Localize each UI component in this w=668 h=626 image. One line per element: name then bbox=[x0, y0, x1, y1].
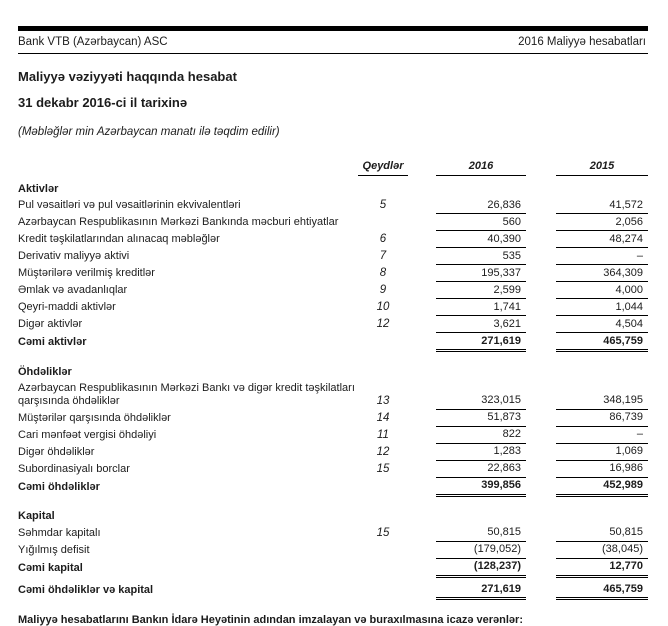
row-gap bbox=[526, 316, 556, 333]
row-gap bbox=[408, 333, 436, 351]
table-row bbox=[18, 316, 648, 333]
row-gap bbox=[526, 503, 556, 525]
row-gap bbox=[408, 282, 436, 299]
row-gap bbox=[526, 299, 556, 316]
row-label: Kredit təşkilatlarından alınacaq məbləğlər bbox=[18, 233, 220, 245]
row-value-2015 bbox=[556, 503, 648, 525]
row-value-2016: 271,619 bbox=[436, 333, 526, 351]
row-gap bbox=[408, 426, 436, 443]
row-value-2016: 535 bbox=[436, 248, 526, 265]
row-label: Səhmdar kapitalı bbox=[18, 526, 101, 539]
row-note: 5 bbox=[379, 199, 387, 211]
row-value-2016 bbox=[436, 503, 526, 525]
row-label: Subordinasiyalı borclar bbox=[18, 462, 130, 475]
table-row bbox=[18, 426, 648, 443]
row-gap bbox=[526, 541, 556, 558]
row-gap bbox=[526, 214, 556, 231]
row-gap bbox=[526, 443, 556, 460]
page-title: Maliyyə vəziyyəti haqqında hesabat bbox=[18, 69, 237, 84]
row-value-2016: 323,015 bbox=[436, 380, 526, 409]
row-gap bbox=[408, 409, 436, 426]
financial-table bbox=[18, 158, 648, 600]
row-value-2015: 50,815 bbox=[556, 525, 648, 542]
table-row bbox=[18, 265, 648, 282]
row-value-2016: 399,856 bbox=[436, 477, 526, 495]
row-note: 9 bbox=[379, 284, 387, 296]
bank-name: Bank VTB (Azərbaycan) ASC bbox=[18, 36, 168, 48]
row-value-2016: 22,863 bbox=[436, 460, 526, 477]
row-gap bbox=[408, 176, 436, 198]
table-row bbox=[18, 495, 648, 503]
row-value-2015: 2,056 bbox=[556, 214, 648, 231]
row-note bbox=[358, 503, 408, 525]
row-gap bbox=[408, 558, 436, 576]
table-row bbox=[18, 176, 648, 198]
row-label: Pul vəsaitləri və pul vəsaitlərinin ekvivalentləri bbox=[18, 199, 241, 211]
row-gap bbox=[526, 197, 556, 214]
table-row bbox=[18, 380, 648, 409]
row-value-2015: 48,274 bbox=[556, 231, 648, 248]
row-note bbox=[358, 477, 408, 495]
row-note: 14 bbox=[376, 411, 390, 424]
row-label: Digər aktivlər bbox=[18, 318, 83, 330]
table-header-row bbox=[18, 158, 648, 176]
row-value-2016: 822 bbox=[436, 426, 526, 443]
header-year-2015: 2015 bbox=[556, 158, 648, 176]
row-gap bbox=[526, 333, 556, 351]
row-value-2015: 4,504 bbox=[556, 316, 648, 333]
table-row bbox=[18, 351, 648, 359]
row-gap bbox=[526, 248, 556, 265]
row-label: Aktivlər bbox=[18, 182, 59, 195]
row-value-2015: 1,069 bbox=[556, 443, 648, 460]
row-value-2015: 364,309 bbox=[556, 265, 648, 282]
table-row bbox=[18, 558, 648, 576]
row-gap bbox=[408, 477, 436, 495]
row-note: 12 bbox=[376, 445, 390, 458]
row-gap bbox=[408, 214, 436, 231]
row-value-2015: 452,989 bbox=[556, 477, 648, 495]
table-row bbox=[18, 299, 648, 316]
row-gap bbox=[526, 460, 556, 477]
row-value-2015: – bbox=[556, 248, 648, 265]
row-note bbox=[358, 558, 408, 576]
row-gap bbox=[408, 299, 436, 316]
row-gap bbox=[408, 248, 436, 265]
row-value-2016: (128,237) bbox=[436, 558, 526, 576]
row-gap bbox=[526, 265, 556, 282]
row-gap bbox=[526, 380, 556, 409]
row-note: 6 bbox=[379, 233, 387, 245]
document-header bbox=[18, 31, 648, 54]
row-label: Cari mənfəət vergisi öhdəliyi bbox=[18, 428, 157, 441]
row-note: 10 bbox=[376, 301, 390, 313]
row-note: 13 bbox=[376, 394, 390, 407]
row-gap bbox=[408, 541, 436, 558]
row-gap bbox=[408, 503, 436, 525]
row-gap bbox=[408, 265, 436, 282]
row-note: 7 bbox=[379, 250, 387, 262]
table-row bbox=[18, 503, 648, 525]
currency-note: (Məbləğlər min Azərbaycan manatı ilə təqdim edilir) bbox=[18, 126, 280, 138]
row-label: Azərbaycan Respublikasının Mərkəzi Bankında məcburi ehtiyatlar bbox=[18, 216, 339, 228]
row-value-2015: 4,000 bbox=[556, 282, 648, 299]
row-gap bbox=[526, 581, 556, 599]
row-gap bbox=[526, 426, 556, 443]
row-value-2015: 465,759 bbox=[556, 333, 648, 351]
row-gap bbox=[526, 282, 556, 299]
row-label: Kapital bbox=[18, 510, 55, 522]
row-note bbox=[358, 541, 408, 558]
table-row bbox=[18, 525, 648, 542]
row-gap bbox=[408, 231, 436, 248]
row-value-2015 bbox=[556, 176, 648, 198]
spacer-cell bbox=[18, 351, 648, 359]
row-label: Cəmi öhdəliklər bbox=[18, 480, 100, 493]
row-gap bbox=[408, 197, 436, 214]
header-gap bbox=[526, 158, 556, 176]
row-value-2016: 271,619 bbox=[436, 581, 526, 599]
table-row bbox=[18, 443, 648, 460]
row-label: Yığılmış defisit bbox=[18, 543, 90, 556]
row-note bbox=[358, 581, 408, 599]
row-gap bbox=[408, 443, 436, 460]
row-label: Cəmi aktivlər bbox=[18, 336, 87, 348]
row-note bbox=[358, 214, 408, 231]
row-gap bbox=[408, 581, 436, 599]
table-row bbox=[18, 282, 648, 299]
row-value-2015: 12,770 bbox=[556, 558, 648, 576]
row-gap bbox=[526, 359, 556, 381]
spacer-cell bbox=[18, 495, 648, 503]
row-value-2016: 40,390 bbox=[436, 231, 526, 248]
row-gap bbox=[408, 359, 436, 381]
row-value-2015: 465,759 bbox=[556, 581, 648, 599]
table-row bbox=[18, 231, 648, 248]
row-value-2016: 1,741 bbox=[436, 299, 526, 316]
row-value-2016: 50,815 bbox=[436, 525, 526, 542]
row-value-2016: 51,873 bbox=[436, 409, 526, 426]
row-value-2015: (38,045) bbox=[556, 541, 648, 558]
row-note: 8 bbox=[379, 267, 387, 279]
table-row bbox=[18, 541, 648, 558]
row-label: Müştərilərə verilmiş kreditlər bbox=[18, 267, 155, 279]
row-value-2016 bbox=[436, 176, 526, 198]
row-note: 11 bbox=[377, 428, 389, 441]
page-subtitle: 31 dekabr 2016-ci il tarixinə bbox=[18, 95, 188, 110]
table-body bbox=[18, 176, 648, 599]
row-label: Azərbaycan Respublikasının Mərkəzi Bankı və digər kredit təşkilatları qarşısında öhdəliklər bbox=[18, 381, 355, 407]
row-value-2015: 86,739 bbox=[556, 409, 648, 426]
row-value-2015 bbox=[556, 359, 648, 381]
row-value-2015: – bbox=[556, 426, 648, 443]
table-row bbox=[18, 359, 648, 381]
header-label-cell bbox=[18, 158, 358, 176]
row-gap bbox=[526, 477, 556, 495]
row-label: Cəmi kapital bbox=[18, 561, 83, 574]
row-gap bbox=[408, 380, 436, 409]
row-value-2016: 2,599 bbox=[436, 282, 526, 299]
row-gap bbox=[408, 525, 436, 542]
table-row bbox=[18, 581, 648, 599]
row-value-2015: 348,195 bbox=[556, 380, 648, 409]
row-label: Öhdəliklər bbox=[18, 365, 72, 378]
table-row bbox=[18, 197, 648, 214]
row-value-2015: 41,572 bbox=[556, 197, 648, 214]
row-label: Müştərilər qarşısında öhdəliklər bbox=[18, 411, 171, 424]
row-label: Digər öhdəliklər bbox=[18, 445, 95, 458]
row-note bbox=[358, 176, 408, 198]
row-gap bbox=[526, 409, 556, 426]
row-gap bbox=[408, 460, 436, 477]
row-label: Qeyri-maddi aktivlər bbox=[18, 301, 116, 313]
row-value-2016: 3,621 bbox=[436, 316, 526, 333]
table-row bbox=[18, 409, 648, 426]
report-name: 2016 Maliyyə hesabatları bbox=[518, 36, 646, 48]
row-label: Derivativ maliyyə aktivi bbox=[18, 250, 130, 262]
row-gap bbox=[526, 176, 556, 198]
row-value-2016: (179,052) bbox=[436, 541, 526, 558]
row-note: 15 bbox=[376, 462, 390, 475]
table-row bbox=[18, 460, 648, 477]
row-value-2016: 195,337 bbox=[436, 265, 526, 282]
row-gap bbox=[526, 525, 556, 542]
table-row bbox=[18, 214, 648, 231]
row-gap bbox=[526, 231, 556, 248]
header-year-2016: 2016 bbox=[436, 158, 526, 176]
row-note bbox=[358, 333, 408, 351]
signatories-caption: Maliyyə hesabatlarını Bankın İdarə Heyətinin adından imzalayan və buraxılmasına icazə verənlər: bbox=[18, 614, 523, 626]
row-gap bbox=[526, 558, 556, 576]
row-note: 12 bbox=[376, 318, 390, 330]
header-notes: Qeydlər bbox=[358, 158, 408, 176]
table-row bbox=[18, 333, 648, 351]
header-gap bbox=[408, 158, 436, 176]
table-row bbox=[18, 248, 648, 265]
row-note bbox=[358, 359, 408, 381]
row-value-2015: 16,986 bbox=[556, 460, 648, 477]
row-value-2016 bbox=[436, 359, 526, 381]
table-row bbox=[18, 477, 648, 495]
row-value-2016: 26,836 bbox=[436, 197, 526, 214]
row-label: Əmlak və avadanlıqlar bbox=[18, 284, 128, 296]
row-label: Cəmi öhdəliklər və kapital bbox=[18, 584, 154, 596]
row-note: 15 bbox=[376, 526, 390, 539]
row-value-2015: 1,044 bbox=[556, 299, 648, 316]
row-gap bbox=[408, 316, 436, 333]
row-value-2016: 1,283 bbox=[436, 443, 526, 460]
row-value-2016: 560 bbox=[436, 214, 526, 231]
